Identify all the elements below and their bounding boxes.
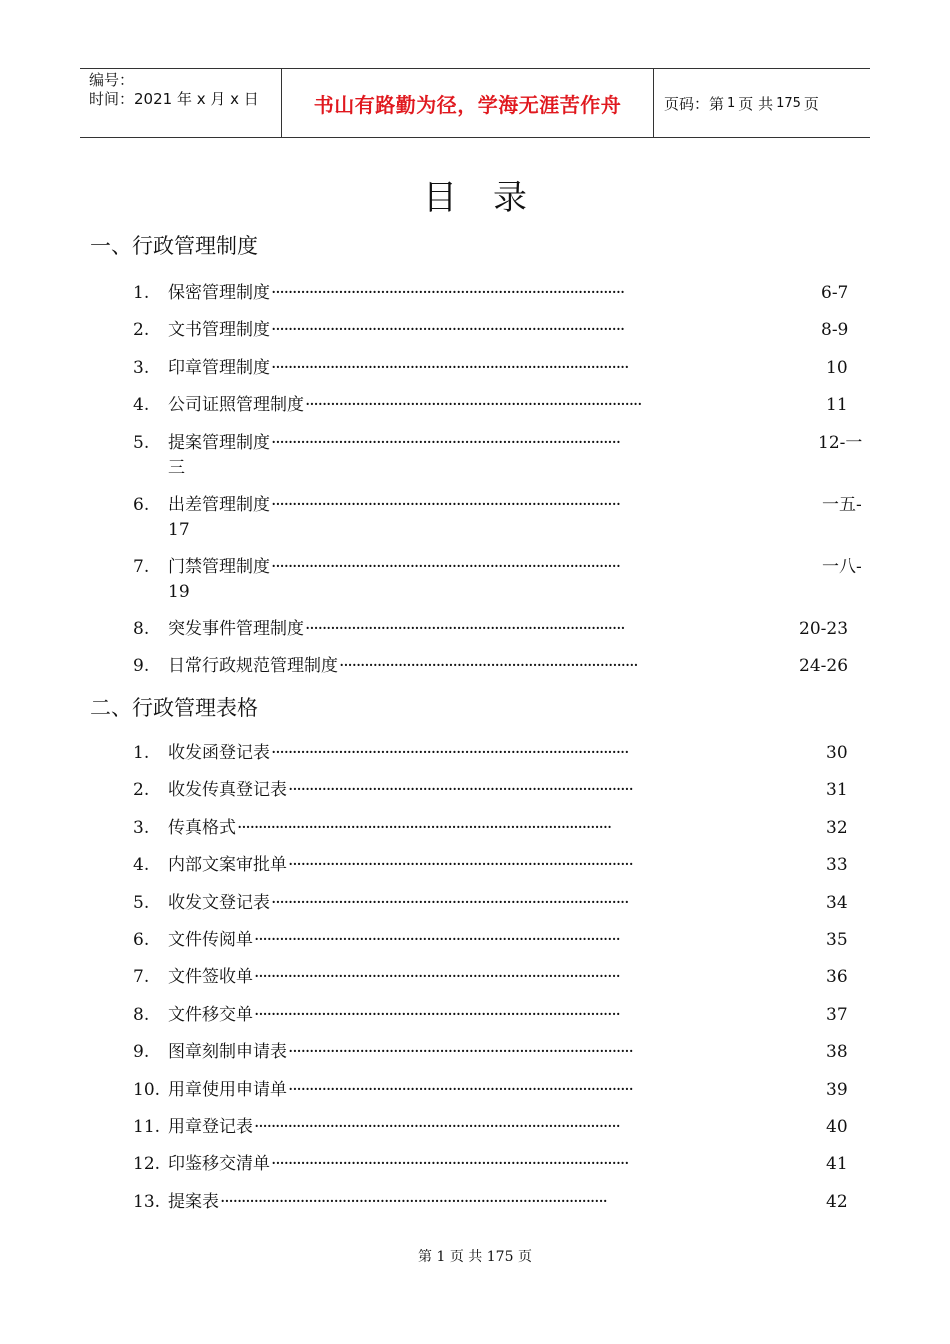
leader-dots: ····················································································	[271, 320, 625, 341]
entry-number: 3.	[133, 817, 150, 838]
toc-entry[interactable]	[133, 965, 863, 989]
leader-dots: ····················································································	[271, 283, 625, 303]
toc-entry[interactable]	[133, 356, 863, 380]
toc-entry[interactable]	[133, 617, 863, 641]
entry-title: 日常行政规范管理制度	[168, 656, 338, 676]
entry-title: 保密管理制度	[168, 283, 270, 303]
entry-title: 印鉴移交清单	[168, 1154, 270, 1175]
entry-number: 4.	[133, 855, 150, 876]
toc-title: 目录	[423, 178, 563, 218]
toc-entry[interactable]	[133, 654, 863, 678]
footer-current: 1	[436, 1249, 446, 1265]
leader-dots: ·····················································································	[271, 1154, 629, 1175]
leader-dots: ·······················································································	[254, 1117, 620, 1137]
entry-page: 30	[826, 743, 848, 763]
entry-title: 传真格式	[168, 817, 236, 838]
page-current: 1	[727, 95, 736, 111]
page-prefix: 页码：第	[664, 94, 725, 113]
page-total: 175	[776, 95, 801, 111]
entry-page: 6-7	[821, 283, 849, 303]
leader-dots: ·······················································································	[254, 930, 620, 950]
entry-title: 用章使用申请单	[168, 1079, 287, 1100]
entry-number: 1.	[133, 743, 150, 763]
toc-entry[interactable]	[133, 1040, 863, 1064]
entry-number: 8.	[133, 618, 150, 639]
leader-dots: ··················································································	[288, 855, 633, 876]
footer-mid: 页 共	[449, 1249, 483, 1265]
entry-number: 12.	[133, 1154, 161, 1175]
entry-number: 2.	[133, 320, 150, 341]
entry-number: 11.	[133, 1117, 161, 1137]
header-motto: 书山有路勤为径，学海无涯苦作舟	[282, 69, 654, 137]
leader-dots: ···················································································	[271, 494, 620, 515]
entry-page: 34	[826, 892, 848, 913]
entry-page: 39	[826, 1079, 848, 1100]
page-suffix: 页	[803, 94, 819, 113]
entry-number: 6.	[133, 494, 150, 515]
document-header	[80, 68, 870, 138]
entry-number: 10.	[133, 1079, 161, 1100]
header-page-info	[654, 69, 870, 137]
leader-dots: ·····················································································	[271, 357, 629, 378]
code-label: 编号：	[89, 71, 135, 89]
entry-number: 7.	[133, 556, 150, 577]
entry-title: 印章管理制度	[168, 357, 270, 378]
entry-title: 文件签收单	[168, 967, 253, 988]
entry-title: 出差管理制度	[168, 494, 270, 515]
section-heading: 二、行政管理表格	[90, 696, 258, 720]
leader-dots: ·······················································································	[254, 1004, 620, 1025]
entry-number: 13.	[133, 1191, 161, 1212]
leader-dots: ···················································································	[271, 432, 620, 453]
leader-dots: ·······················································································	[254, 967, 620, 988]
entry-page: 12-一	[818, 432, 863, 453]
toc-entry[interactable]	[133, 778, 863, 802]
toc-entry[interactable]	[133, 1152, 863, 1176]
footer-suffix: 页	[517, 1249, 532, 1265]
entry-page: 31	[826, 780, 848, 801]
entry-title: 收发函登记表	[168, 743, 270, 763]
entry-page-continued: 17	[168, 519, 190, 540]
toc-entry[interactable]	[133, 431, 863, 478]
time-label: 时间：2021 年 x 月 x 日	[89, 90, 259, 108]
entry-title: 图章刻制申请表	[168, 1042, 287, 1063]
leader-dots: ···················································································	[271, 556, 620, 577]
entry-title: 文件移交单	[168, 1004, 253, 1025]
toc-entry[interactable]	[133, 891, 863, 915]
leader-dots: ·······································································	[339, 656, 638, 676]
entry-number: 9.	[133, 1042, 150, 1063]
footer-total: 175	[486, 1249, 514, 1265]
toc-entry[interactable]	[133, 1190, 863, 1214]
entry-page: 一五-	[822, 494, 862, 515]
toc-entry[interactable]	[133, 1078, 863, 1102]
toc-entry[interactable]	[133, 318, 863, 342]
entry-page: 20-23	[799, 618, 849, 639]
entry-number: 2.	[133, 780, 150, 801]
entry-title: 文件传阅单	[168, 930, 253, 950]
entry-page: 33	[826, 855, 848, 876]
entry-page: 35	[826, 930, 848, 950]
entry-title: 收发传真登记表	[168, 780, 287, 801]
entry-page: 一八-	[822, 556, 862, 577]
entry-page: 38	[826, 1042, 848, 1063]
entry-title: 收发文登记表	[168, 892, 270, 913]
leader-dots: ····························································································	[220, 1191, 607, 1212]
entry-page: 11	[826, 395, 848, 416]
entry-page: 42	[826, 1191, 848, 1212]
entry-number: 6.	[133, 930, 150, 950]
toc-entry[interactable]	[133, 393, 863, 417]
entry-title: 提案表	[168, 1191, 219, 1212]
leader-dots: ··················································································	[288, 1042, 633, 1063]
toc-entry[interactable]	[133, 1115, 863, 1139]
entry-page: 8-9	[821, 320, 849, 341]
entry-title: 门禁管理制度	[168, 556, 270, 577]
leader-dots: ············································································	[305, 618, 625, 639]
toc-entry[interactable]	[133, 853, 863, 877]
footer-prefix: 第	[418, 1249, 433, 1265]
toc-entry[interactable]	[133, 741, 863, 765]
entry-number: 4.	[133, 395, 150, 416]
page-footer	[0, 1246, 950, 1266]
section-heading: 一、行政管理制度	[90, 234, 258, 258]
entry-page: 24-26	[799, 656, 849, 676]
entry-number: 1.	[133, 283, 150, 303]
entry-number: 5.	[133, 892, 150, 913]
entry-number: 8.	[133, 1004, 150, 1025]
entry-number: 7.	[133, 967, 150, 988]
entry-title: 突发事件管理制度	[168, 618, 304, 639]
header-meta	[80, 69, 282, 137]
entry-title: 提案管理制度	[168, 432, 270, 453]
entry-title: 文书管理制度	[168, 320, 270, 341]
page-mid: 页 共	[738, 94, 774, 113]
entry-page: 36	[826, 967, 848, 988]
entry-page: 41	[826, 1154, 848, 1175]
toc-entry[interactable]	[133, 928, 863, 952]
entry-page-continued: 三	[168, 457, 185, 478]
entry-title: 公司证照管理制度	[168, 395, 304, 416]
entry-page: 37	[826, 1004, 848, 1025]
entry-number: 5.	[133, 432, 150, 453]
leader-dots: ·····················································································	[271, 892, 629, 913]
entry-page-continued: 19	[168, 581, 190, 602]
entry-page: 32	[826, 817, 848, 838]
toc-entry[interactable]	[133, 281, 863, 305]
leader-dots: ·····················································································	[271, 743, 629, 763]
entry-title: 内部文案审批单	[168, 855, 287, 876]
entry-title: 用章登记表	[168, 1117, 253, 1137]
toc-entry[interactable]	[133, 816, 863, 840]
entry-page: 10	[826, 357, 848, 378]
entry-page: 40	[826, 1117, 848, 1137]
leader-dots: ··················································································	[288, 780, 633, 801]
leader-dots: ··················································································	[288, 1079, 633, 1100]
leader-dots: ················································································	[305, 395, 642, 416]
entry-number: 3.	[133, 357, 150, 378]
toc-entry[interactable]	[133, 555, 863, 602]
entry-number: 9.	[133, 656, 150, 676]
leader-dots: ·························································································	[237, 817, 612, 838]
toc-entry[interactable]	[133, 1003, 863, 1027]
toc-entry[interactable]	[133, 493, 863, 540]
